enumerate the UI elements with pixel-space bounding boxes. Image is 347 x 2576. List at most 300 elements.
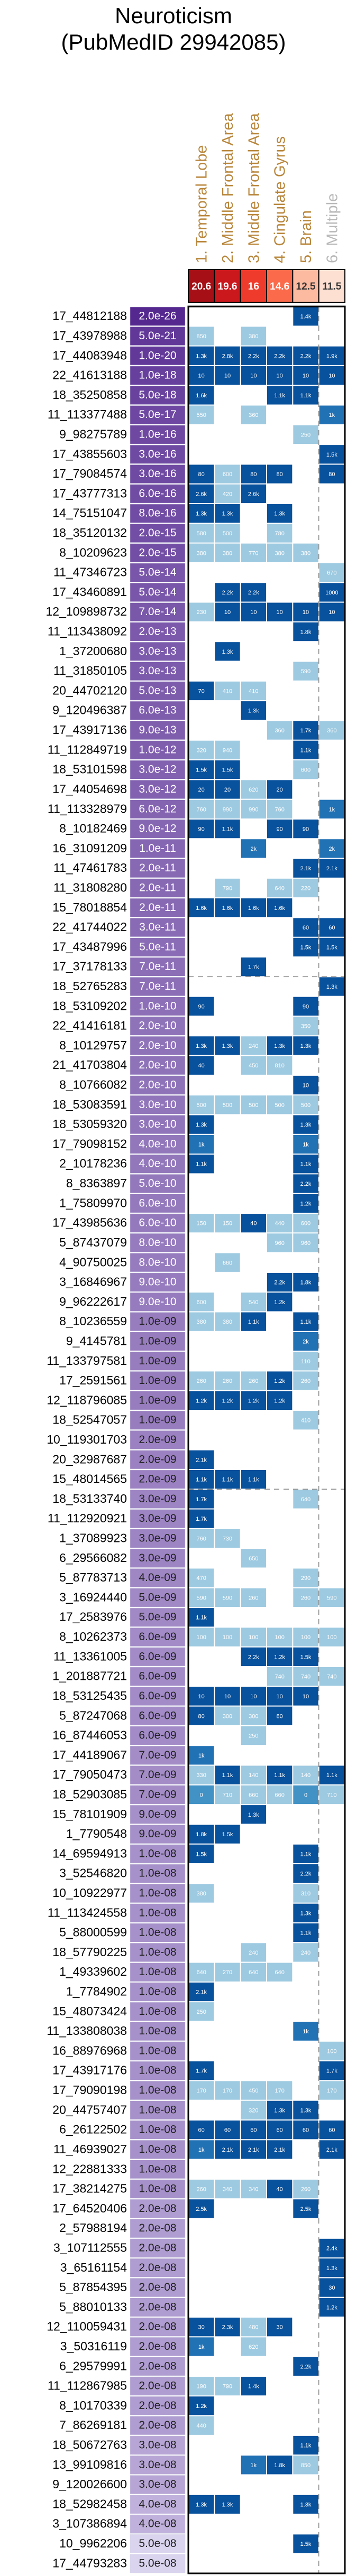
row-pvalue-text: 1.0e-08 — [139, 2005, 177, 2017]
row-pvalue-text: 9.0e-12 — [139, 822, 177, 835]
heatmap-cell-value: 380 — [275, 550, 285, 557]
heatmap-cell-value: 100 — [249, 1634, 259, 1641]
heatmap-cell-value: 1.3k — [300, 2107, 312, 2114]
heatmap-cell-value: 140 — [300, 1772, 311, 1779]
heatmap-cell-value: 380 — [222, 550, 233, 557]
row-snp-label: 12_22881333 — [52, 2162, 127, 2176]
heatmap-cell-value: 80 — [328, 471, 335, 478]
heatmap-cell-value: 850 — [300, 2462, 311, 2469]
heatmap-cell-value: 1.7k — [196, 1496, 207, 1503]
row-snp-label: 18_57790225 — [52, 1945, 127, 1959]
heatmap-cell-value: 60 — [224, 2127, 231, 2134]
row-pvalue-text: 3.0e-10 — [139, 1098, 177, 1111]
heatmap-cell-value: 310 — [300, 1891, 311, 1897]
heatmap-cell-value: 640 — [196, 1969, 206, 1976]
row-pvalue-text: 7.0e-11 — [139, 960, 176, 973]
row-pvalue-text: 2.0e-11 — [139, 881, 176, 894]
row-snp-label: 17_79098152 — [52, 1137, 127, 1151]
row-pvalue-text: 1.0e-08 — [139, 2044, 177, 2057]
heatmap-cell-value: 10 — [302, 1082, 309, 1089]
heatmap-cell-value: 1.8k — [300, 1279, 312, 1286]
row-snp-label: 5_87247068 — [59, 1708, 127, 1723]
heatmap-cell-value: 410 — [249, 688, 259, 695]
heatmap-cell-value: 300 — [222, 1713, 233, 1720]
heatmap-cell-value: 100 — [275, 1634, 285, 1641]
heatmap-cell-value: 1.5k — [300, 1654, 312, 1661]
heatmap-cell-value: 2.1k — [196, 1457, 207, 1464]
heatmap-cell-value: 1.4k — [300, 313, 312, 320]
heatmap-cell-value: 1.5k — [222, 1831, 233, 1838]
heatmap-cell-value: 10 — [224, 373, 231, 379]
row-pvalue-text: 5.0e-09 — [139, 1591, 177, 1604]
column-label: 3. Middle Frontal Area — [245, 113, 263, 263]
row-pvalue-text: 1.0e-09 — [139, 1354, 177, 1367]
row-snp-label: 6_29566082 — [59, 1550, 127, 1565]
heatmap-cell-value: 1k — [328, 806, 335, 813]
heatmap-cell-value: 1k — [198, 2344, 205, 2350]
heatmap-cell-value: 1.3k — [196, 1043, 207, 1049]
row-snp-label: 18_53083591 — [52, 1097, 127, 1111]
row-snp-label: 18_53109202 — [52, 999, 127, 1013]
heatmap-cell-value: 170 — [196, 2088, 206, 2095]
heatmap-cell-value: 1.1k — [196, 1614, 207, 1621]
row-snp-label: 18_35250858 — [52, 387, 127, 402]
row-pvalue-text: 3.0e-13 — [139, 665, 177, 677]
heatmap-cell-value: 1.3k — [300, 1122, 312, 1129]
heatmap-cell-value: 0 — [304, 1792, 308, 1799]
row-snp-label: 8_10209623 — [59, 545, 127, 560]
row-snp-label: 16_87446053 — [52, 1728, 127, 1742]
heatmap-cell-value: 940 — [222, 747, 233, 754]
heatmap-cell-value: 450 — [249, 1063, 259, 1070]
heatmap-cell-value: 1.3k — [222, 1043, 233, 1049]
row-pvalue-text: 2.0e-08 — [139, 2320, 177, 2333]
heatmap-cell-value: 1.3k — [274, 2107, 286, 2114]
heatmap-cell-value: 1.9k — [326, 353, 337, 360]
row-pvalue-text: 6.0e-09 — [139, 1650, 177, 1663]
row-snp-label: 8_10170339 — [59, 2398, 127, 2412]
heatmap-cell-value: 640 — [300, 1496, 311, 1503]
heatmap-cell-value: 1.1k — [274, 1772, 286, 1779]
row-snp-label: 10_10922977 — [52, 1886, 127, 1900]
row-pvalue-text: 2.0e-11 — [139, 862, 176, 875]
row-snp-label: 5_87783713 — [59, 1570, 127, 1585]
row-pvalue-text: 2.0e-09 — [139, 1473, 177, 1485]
heatmap-cell-value: 260 — [300, 1595, 311, 1602]
heatmap-cell-value: 40 — [198, 1063, 205, 1070]
row-snp-label: 18_52982458 — [52, 2497, 127, 2511]
heatmap-cell-value: 250 — [196, 2008, 206, 2015]
heatmap-cell-value: 240 — [249, 1043, 259, 1049]
row-pvalue-text: 5.0e-09 — [139, 1611, 177, 1623]
heatmap-cell-value: 580 — [196, 531, 206, 537]
heatmap-cell-value: 2k — [328, 845, 335, 852]
row-pvalue-text: 1.0e-08 — [139, 2163, 177, 2175]
row-pvalue-text: 8.0e-10 — [139, 1256, 177, 1269]
heatmap-cell-value: 80 — [276, 471, 283, 478]
row-snp-label: 17_43487996 — [52, 940, 127, 954]
row-pvalue-text: 4.0e-09 — [139, 1571, 177, 1584]
heatmap-cell-value: 10 — [302, 373, 309, 379]
heatmap-cell-value: 260 — [249, 1595, 259, 1602]
row-snp-label: 22_41416181 — [52, 1018, 127, 1033]
heatmap-cell-value: 360 — [249, 412, 259, 419]
row-group — [46, 306, 345, 2573]
row-pvalue-text: 7.0e-11 — [139, 980, 176, 992]
row-pvalue-text: 3.0e-13 — [139, 645, 177, 657]
column-total-value: 11.5 — [322, 281, 342, 292]
heatmap-cell-value: 110 — [301, 1358, 311, 1365]
heatmap-cell-value: 2.2k — [222, 589, 233, 596]
row-pvalue-text: 6.0e-12 — [139, 803, 177, 815]
row-pvalue-text: 3.0e-08 — [139, 2478, 177, 2491]
heatmap-cell-value: 2.1k — [274, 2146, 286, 2153]
row-pvalue-text: 3.0e-09 — [139, 1532, 177, 1545]
row-pvalue-text: 3.0e-11 — [139, 921, 176, 934]
row-pvalue-text: 5.0e-18 — [139, 388, 177, 401]
row-snp-label: 9_98275789 — [59, 427, 127, 441]
heatmap-cell-value: 1.1k — [248, 1319, 259, 1326]
heatmap-cell-value: 620 — [249, 2344, 259, 2350]
row-pvalue-text: 2.0e-10 — [139, 1059, 177, 1072]
heatmap-cell-value: 2.1k — [326, 866, 337, 872]
heatmap-cell-value: 340 — [249, 2186, 259, 2193]
heatmap-cell-value: 290 — [300, 1575, 311, 1582]
row-snp-label: 1_7790548 — [66, 1827, 127, 1841]
heatmap-cell-value: 1.5k — [300, 2541, 312, 2548]
row-snp-label: 1_37200680 — [59, 644, 127, 658]
heatmap-cell-value: 960 — [300, 1240, 311, 1247]
row-snp-label: 18_53059320 — [52, 1117, 127, 1131]
heatmap-cell-value: 30 — [198, 2324, 205, 2331]
row-pvalue-text: 6.0e-09 — [139, 1689, 177, 1702]
heatmap-cell-value: 1.2k — [248, 1398, 259, 1405]
row-pvalue-text: 4.0e-10 — [139, 1138, 177, 1150]
heatmap-cell-value: 380 — [300, 550, 311, 557]
heatmap-cell-value: 340 — [222, 2186, 233, 2193]
heatmap-cell-value: 1.5k — [326, 944, 337, 951]
heatmap-cell-value: 0 — [199, 1792, 203, 1799]
row-pvalue-text: 2.0e-11 — [139, 901, 176, 914]
row-pvalue-text: 3.0e-09 — [139, 1512, 177, 1525]
row-snp-label: 17_43855603 — [52, 447, 127, 461]
row-pvalue-text: 7.0e-14 — [139, 606, 177, 618]
row-pvalue-text: 1.0e-08 — [139, 1867, 177, 1880]
heatmap-cell-value: 790 — [222, 885, 233, 892]
row-pvalue-text: 2.0e-08 — [139, 2340, 177, 2352]
heatmap-cell-value: 2.2k — [248, 1654, 259, 1661]
heatmap-cell-value: 1.7k — [300, 728, 312, 734]
row-snp-label: 5_87437079 — [59, 1235, 127, 1249]
heatmap-cell-value: 80 — [250, 471, 257, 478]
column-label: 5. Brain — [298, 210, 315, 263]
chart-title: Neuroticism — [115, 3, 232, 28]
heatmap-cell-value: 250 — [300, 432, 311, 439]
row-snp-label: 17_38214275 — [52, 2181, 127, 2196]
heatmap-cell-value: 600 — [196, 1299, 206, 1306]
heatmap-cell-value: 100 — [300, 1634, 311, 1641]
row-snp-label: 6_26122502 — [59, 2122, 127, 2136]
row-snp-label: 17_44812188 — [52, 309, 127, 323]
row-pvalue-text: 1.0e-08 — [139, 2084, 177, 2097]
heatmap-cell-value: 100 — [222, 1634, 233, 1641]
row-pvalue-text: 5.0e-08 — [139, 2557, 177, 2570]
row-pvalue-text: 3.0e-16 — [139, 468, 177, 480]
heatmap-cell-value: 1.6k — [248, 905, 259, 912]
row-snp-label: 8_8363897 — [66, 1176, 127, 1191]
row-snp-label: 3_50316119 — [60, 2339, 127, 2353]
heatmap-cell-value: 1.2k — [196, 1398, 207, 1405]
heatmap-cell-value: 590 — [327, 1595, 337, 1602]
heatmap-cell-value: 1.1k — [300, 392, 312, 399]
heatmap-cell-value: 440 — [275, 1220, 285, 1227]
heatmap-cell-value: 2.2k — [248, 353, 259, 360]
heatmap-cell-value: 170 — [222, 2088, 233, 2095]
row-pvalue-text: 2.0e-09 — [139, 1434, 177, 1446]
heatmap-cell-value: 2.2k — [248, 589, 259, 596]
row-snp-label: 17_44189067 — [52, 1747, 127, 1762]
heatmap-cell-value: 480 — [249, 2324, 259, 2331]
heatmap-cell-value: 260 — [196, 2186, 206, 2193]
row-pvalue-text: 2.0e-13 — [139, 625, 177, 638]
heatmap-cell-value: 20 — [224, 786, 231, 793]
row-snp-label: 15_78018854 — [52, 900, 127, 914]
heatmap-cell-value: 470 — [196, 1575, 206, 1582]
heatmap-cell-value: 2.4k — [326, 2245, 337, 2252]
row-snp-label: 16_88976968 — [52, 2043, 127, 2058]
row-snp-label: 13_99109816 — [52, 2457, 127, 2471]
row-pvalue-text: 2.0e-10 — [139, 1039, 177, 1052]
row-pvalue-text: 2.0e-08 — [139, 2379, 177, 2392]
row-pvalue-text: 1.0e-08 — [139, 1926, 177, 1939]
row-pvalue-text: 1.0e-08 — [139, 1907, 177, 1919]
heatmap-cell-value: 1.1k — [326, 1772, 337, 1779]
row-snp-label: 17_43985636 — [52, 1215, 127, 1230]
heatmap-cell-value: 260 — [196, 1378, 206, 1385]
heatmap-cell-value: 250 — [249, 1733, 259, 1740]
heatmap-cell-value: 350 — [300, 1023, 311, 1030]
heatmap-cell-value: 1.1k — [300, 747, 312, 754]
heatmap-cell-value: 1k — [198, 2146, 205, 2153]
heatmap-cell-value: 1.3k — [196, 353, 207, 360]
row-pvalue-text: 1.0e-12 — [139, 743, 177, 756]
heatmap-cell-value: 990 — [249, 806, 259, 813]
heatmap-cell-value: 2.2k — [300, 1181, 312, 1188]
column-total-value: 20.6 — [191, 281, 212, 292]
heatmap-cell-value: 230 — [196, 609, 206, 616]
heatmap-cell-value: 600 — [222, 471, 233, 478]
heatmap-cell-value: 2.6k — [248, 491, 259, 498]
heatmap-cell-value: 440 — [196, 2423, 206, 2430]
heatmap-cell-value: 1.1k — [300, 2442, 312, 2449]
row-snp-label: 1_49339602 — [59, 1965, 127, 1979]
heatmap-cell-value: 770 — [249, 550, 259, 557]
heatmap-cell-value: 260 — [300, 2186, 311, 2193]
row-pvalue-text: 5.0e-10 — [139, 1177, 177, 1190]
heatmap-cell-value: 20 — [276, 786, 283, 793]
heatmap-cell-value: 40 — [276, 2186, 283, 2193]
heatmap-cell-value: 60 — [198, 2127, 205, 2134]
row-snp-label: 11_112867985 — [47, 2378, 127, 2393]
heatmap-cell-value: 410 — [222, 688, 233, 695]
row-snp-label: 5_87854395 — [59, 2280, 127, 2294]
row-snp-label: 17_43460891 — [52, 584, 127, 599]
row-pvalue-text: 1.0e-18 — [139, 369, 177, 382]
column-label: 4. Cingulate Gyrus — [271, 136, 289, 263]
heatmap-cell-value: 1.3k — [196, 510, 207, 517]
row-pvalue-text: 5.0e-11 — [139, 941, 176, 953]
heatmap-cell-value: 360 — [327, 728, 337, 734]
heatmap-cell-value: 600 — [300, 1220, 311, 1227]
row-pvalue-text: 4.0e-10 — [139, 1157, 177, 1170]
row-pvalue-text: 1.0e-08 — [139, 1966, 177, 1978]
row-pvalue-text: 1.0e-08 — [139, 2064, 177, 2077]
row-pvalue-text: 5.0e-08 — [139, 2537, 177, 2550]
heatmap-cell-value: 260 — [249, 1378, 259, 1385]
heatmap-cell-value: 240 — [249, 1949, 259, 1956]
heatmap-cell-value: 500 — [196, 1102, 206, 1109]
heatmap-cell-value: 220 — [300, 885, 311, 892]
row-snp-label: 3_52546820 — [59, 1866, 127, 1880]
column-total-value: 16 — [248, 281, 259, 292]
row-snp-label: 1_201887721 — [52, 1669, 127, 1683]
row-snp-label: 17_44793283 — [52, 2556, 127, 2570]
heatmap-cell-value: 10 — [250, 609, 257, 616]
column-label: 2. Middle Frontal Area — [220, 113, 236, 263]
row-pvalue-text: 1.0e-08 — [139, 2104, 177, 2116]
heatmap-cell-value: 590 — [300, 668, 311, 675]
row-pvalue-text: 1.0e-08 — [139, 2143, 177, 2155]
heatmap-cell-value: 10 — [276, 1693, 283, 1700]
heatmap-cell-value: 2.2k — [300, 2364, 312, 2370]
heatmap-cell-value: 2.2k — [300, 353, 312, 360]
heatmap-cell-value: 70 — [198, 688, 205, 695]
row-pvalue-text: 9.0e-10 — [139, 1295, 177, 1308]
heatmap-cell-value: 1.2k — [274, 1654, 286, 1661]
row-snp-label: 11_133808038 — [47, 2024, 127, 2038]
row-pvalue-text: 7.0e-09 — [139, 1749, 177, 1761]
heatmap-cell-value: 30 — [328, 2285, 335, 2292]
heatmap-cell-value: 2.1k — [326, 2146, 337, 2153]
row-snp-label: 17_43978988 — [52, 328, 127, 342]
row-pvalue-text: 1.0e-11 — [139, 842, 176, 854]
row-snp-label: 12_109898732 — [45, 605, 127, 619]
row-pvalue-text: 5.0e-14 — [139, 585, 177, 598]
chart-subtitle: (PubMedID 29942085) — [61, 30, 286, 54]
row-snp-label: 4_90750025 — [59, 1255, 127, 1269]
heatmap-cell-value: 1.5k — [222, 767, 233, 774]
heatmap-cell-value: 1.6k — [274, 905, 286, 912]
heatmap-cell-value: 1.3k — [248, 1811, 259, 1818]
heatmap-cell-value: 60 — [276, 2127, 283, 2134]
heatmap-cell-value: 1.3k — [274, 510, 286, 517]
heatmap-cell-value: 500 — [222, 531, 233, 537]
row-snp-label: 8_10182469 — [59, 821, 127, 835]
heatmap-cell-value: 550 — [196, 412, 206, 419]
row-pvalue-text: 7.0e-09 — [139, 1788, 177, 1801]
row-snp-label: 17_79084574 — [52, 467, 127, 481]
heatmap-cell-value: 1.5k — [326, 451, 337, 458]
heatmap-cell-value: 1.8k — [300, 629, 312, 636]
row-snp-label: 15_48014565 — [52, 1472, 127, 1486]
heatmap-cell-value: 740 — [300, 1673, 311, 1680]
heatmap-cell-value: 1.6k — [196, 392, 207, 399]
heatmap-cell-value: 100 — [196, 1634, 206, 1641]
row-snp-label: 11_113438092 — [47, 624, 127, 638]
heatmap-cell-value: 500 — [275, 1102, 285, 1109]
row-snp-label: 8_10236559 — [59, 1314, 127, 1328]
row-pvalue-text: 1.0e-08 — [139, 1847, 177, 1860]
heatmap-cell-value: 500 — [249, 1102, 259, 1109]
heatmap-cell-value: 1.3k — [222, 648, 233, 655]
row-pvalue-text: 3.0e-12 — [139, 763, 177, 776]
heatmap-cell-value: 2.1k — [300, 866, 312, 872]
row-pvalue-text: 3.0e-10 — [139, 1118, 177, 1131]
row-snp-label: 16_31091209 — [52, 841, 127, 855]
row-snp-label: 11_47346723 — [53, 565, 127, 579]
column-header-group — [188, 113, 345, 302]
row-pvalue-text: 4.0e-08 — [139, 2517, 177, 2530]
heatmap-cell-value: 1.7k — [196, 2068, 207, 2075]
row-snp-label: 2_57988194 — [59, 2221, 127, 2235]
row-snp-label: 22_41744022 — [52, 920, 127, 934]
row-snp-label: 17_44083948 — [52, 348, 127, 362]
heatmap-cell-value: 10 — [276, 373, 283, 379]
heatmap-cell-value: 960 — [275, 1240, 285, 1247]
heatmap-cell-value: 1.2k — [274, 1378, 286, 1385]
row-pvalue-text: 9.0e-10 — [139, 1276, 177, 1288]
heatmap-cell-value: 2.1k — [222, 2146, 233, 2153]
heatmap-cell-value: 1.2k — [326, 2304, 337, 2311]
heatmap-cell-value: 1.3k — [300, 1043, 312, 1049]
row-snp-label: 11_112920921 — [47, 1511, 127, 1526]
heatmap-cell-value: 2.6k — [196, 491, 207, 498]
heatmap-cell-value: 90 — [302, 826, 309, 833]
row-pvalue-text: 1.0e-08 — [139, 2025, 177, 2038]
row-pvalue-text: 1.0e-09 — [139, 1374, 177, 1387]
row-snp-label: 11_47461783 — [53, 861, 127, 875]
row-snp-label: 21_41703804 — [52, 1058, 127, 1072]
row-snp-label: 14_75151047 — [52, 506, 127, 520]
heatmap-cell-value: 60 — [250, 2127, 257, 2134]
heatmap-cell-value: 1.7k — [326, 2068, 337, 2075]
heatmap-cell-value: 260 — [222, 1378, 233, 1385]
heatmap-cell-value: 1.3k — [196, 1122, 207, 1129]
row-snp-label: 18_53101598 — [52, 762, 127, 776]
row-snp-label: 11_133797581 — [47, 1353, 127, 1368]
heatmap-cell-value: 1k — [328, 412, 335, 419]
row-snp-label: 18_52765283 — [52, 979, 127, 993]
heatmap-cell-value: 2k — [250, 845, 257, 852]
row-snp-label: 18_53133740 — [52, 1491, 127, 1505]
row-pvalue-text: 3.0e-12 — [139, 783, 177, 795]
heatmap-cell-value: 590 — [222, 1595, 233, 1602]
row-pvalue-text: 6.0e-09 — [139, 1729, 177, 1742]
heatmap-cell-value: 2.2k — [274, 353, 286, 360]
heatmap-cell-value: 1.2k — [274, 1299, 286, 1306]
heatmap-cell-value: 1.3k — [248, 708, 259, 714]
row-snp-label: 2_10178236 — [59, 1156, 127, 1170]
row-pvalue-text: 6.0e-09 — [139, 1631, 177, 1643]
row-snp-label: 8_10129757 — [59, 1038, 127, 1052]
heatmap-cell-value: 380 — [249, 333, 259, 340]
heatmap-cell-value: 1.3k — [274, 1043, 286, 1049]
heatmap-cell-value: 320 — [196, 747, 206, 754]
heatmap-cell-value: 190 — [196, 2383, 206, 2390]
row-snp-label: 17_79050473 — [52, 1768, 127, 1782]
row-snp-label: 9_120496387 — [52, 703, 127, 717]
heatmap-cell-value: 60 — [328, 925, 335, 932]
